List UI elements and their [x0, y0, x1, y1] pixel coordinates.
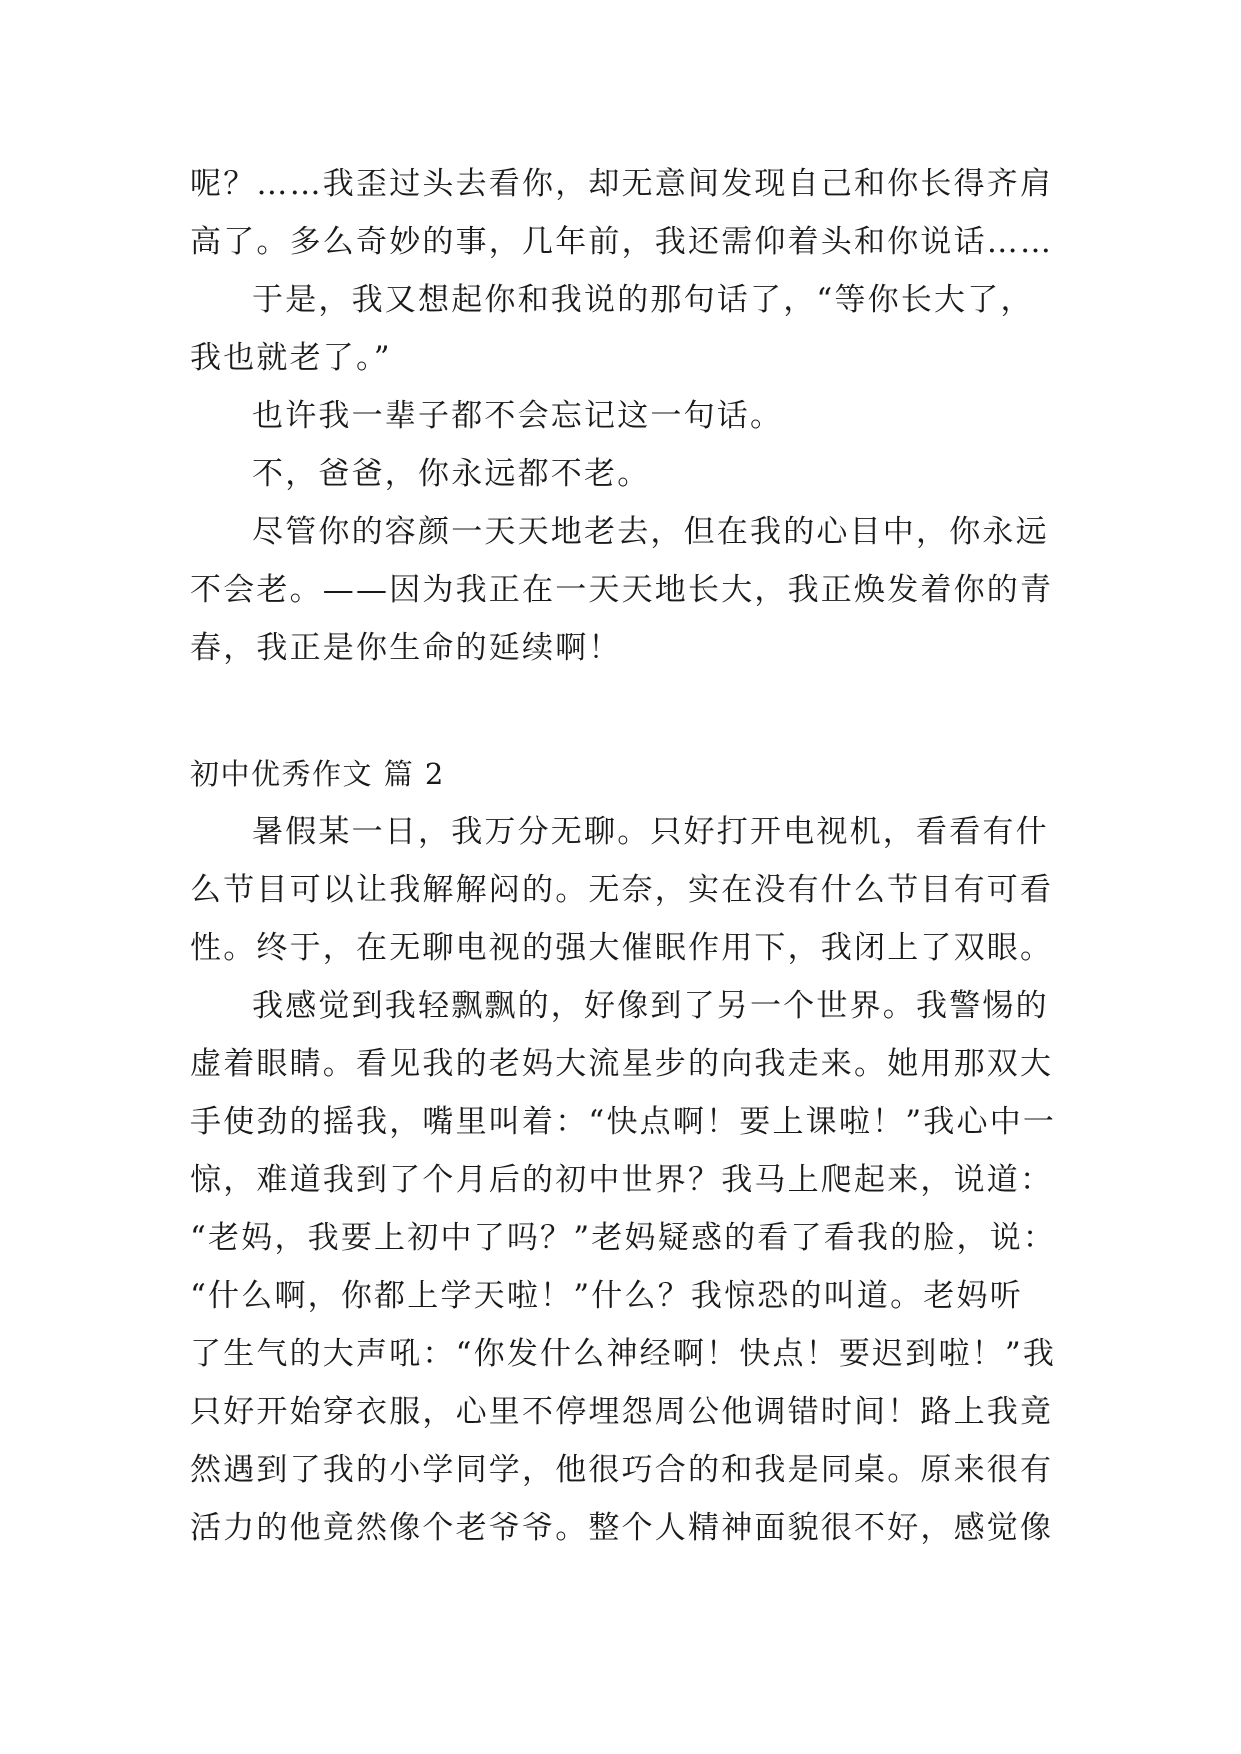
paragraph-line: 暑假某一日，我万分无聊。只好打开电视机，看看有什	[252, 814, 1049, 850]
paragraph-line: 只好开始穿衣服，心里不停埋怨周公他调错时间！路上我竟	[190, 1394, 1054, 1430]
paragraph-line: 手使劲的摇我，嘴里叫着：“快点啊！要上课啦！”我心中一	[190, 1104, 1057, 1140]
paragraph-line: 我感觉到我轻飘飘的，好像到了另一个世界。我警惕的	[252, 988, 1049, 1024]
paragraph-line: 尽管你的容颜一天天地老去，但在我的心目中，你永远	[252, 514, 1049, 550]
essay-heading: 初中优秀作文 篇 2	[190, 757, 445, 791]
paragraph-line: 不会老。——因为我正在一天天地长大，我正焕发着你的青	[190, 572, 1054, 608]
paragraph-line: 我也就老了。”	[190, 340, 392, 376]
paragraph-line: 惊，难道我到了个月后的初中世界？我马上爬起来，说道：	[190, 1162, 1054, 1198]
paragraph-line: 然遇到了我的小学同学，他很巧合的和我是同桌。原来很有	[190, 1452, 1054, 1488]
paragraph-line: “什么啊，你都上学天啦！”什么？我惊恐的叫道。老妈听	[190, 1278, 1023, 1314]
paragraph-line: “老妈，我要上初中了吗？”老妈疑惑的看了看我的脸，说：	[190, 1220, 1057, 1256]
paragraph-line: 高了。多么奇妙的事，几年前，我还需仰着头和你说话……	[190, 224, 1054, 260]
paragraph-line: 活力的他竟然像个老爷爷。整个人精神面貌很不好，感觉像	[190, 1510, 1054, 1546]
paragraph-line: 么节目可以让我解解闷的。无奈，实在没有什么节目有可看	[190, 872, 1054, 908]
paragraph-line: 于是，我又想起你和我说的那句话了，“等你长大了，	[252, 282, 1034, 318]
paragraph-line: 春，我正是你生命的延续啊！	[190, 630, 622, 666]
paragraph-line: 了生气的大声吼：“你发什么神经啊！快点！要迟到啦！”我	[190, 1336, 1057, 1372]
paragraph-line: 不，爸爸，你永远都不老。	[252, 456, 651, 492]
essay-2	[190, 745, 1060, 1557]
essay-1-continuation	[190, 155, 1060, 677]
paragraph-line: 也许我一辈子都不会忘记这一句话。	[252, 398, 784, 434]
paragraph-line: 性。终于，在无聊电视的强大催眠作用下，我闭上了双眼。	[190, 930, 1054, 966]
paragraph-line: 呢？……我歪过头去看你，却无意间发现自己和你长得齐肩	[190, 166, 1054, 202]
paragraph-line: 虚着眼睛。看见我的老妈大流星步的向我走来。她用那双大	[190, 1046, 1054, 1082]
